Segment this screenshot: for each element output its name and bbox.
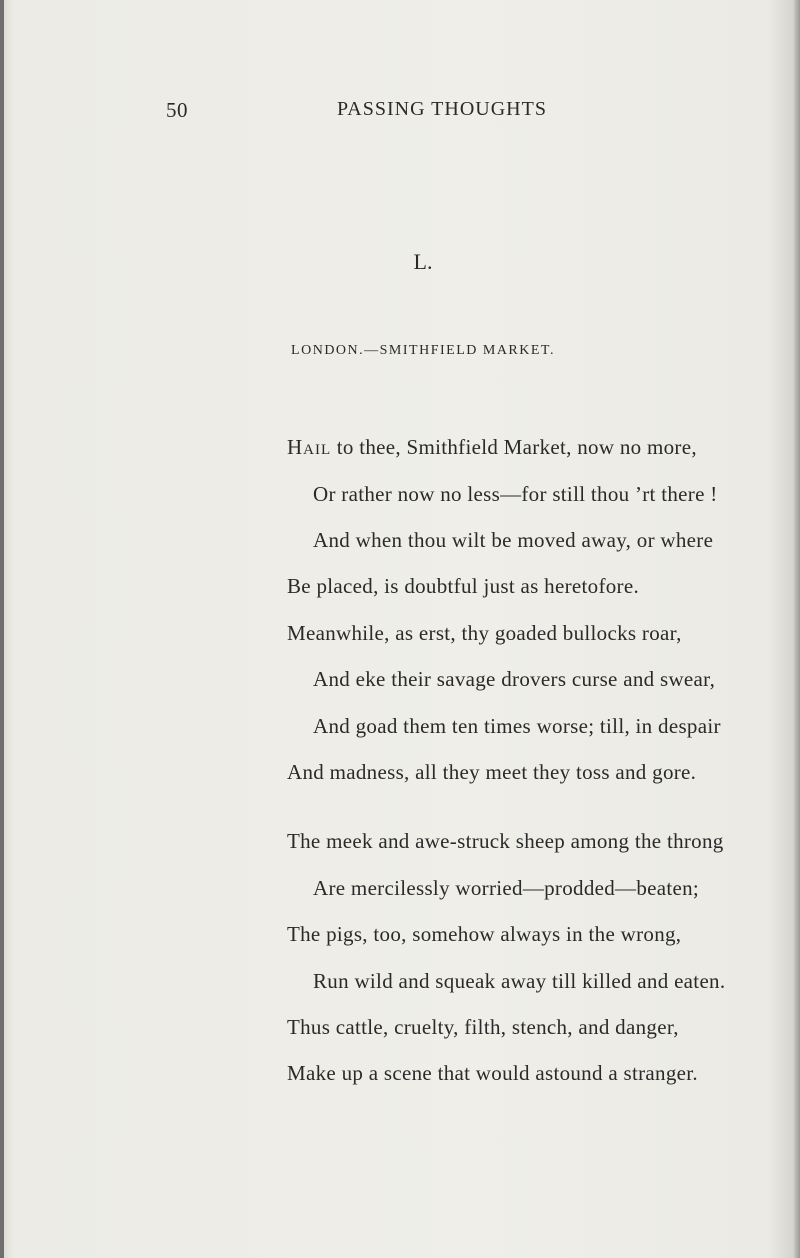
poem-line-13: Thus cattle, cruelty, filth, stench, and danger, (287, 1015, 679, 1039)
poem-line-12: Run wild and squeak away till killed and eaten. (313, 969, 726, 993)
poem-line-7: And goad them ten times worse; till, in despair (313, 714, 721, 738)
poem-title: LONDON.—SMITHFIELD MARKET. (291, 343, 555, 358)
poem-first-word: Hail (287, 435, 332, 459)
poem-line-9: The meek and awe-struck sheep among the throng (287, 829, 724, 853)
poem-line-3: And when thou wilt be moved away, or where (313, 528, 714, 552)
page-right-edge (794, 0, 800, 1258)
poem-line-5: Meanwhile, as erst, thy goaded bullocks roar, (287, 621, 682, 645)
poem-line-14: Make up a scene that would astound a stranger. (287, 1061, 698, 1085)
poem-line-2: Or rather now no less—for still thou ’rt there ! (313, 482, 718, 506)
poem-line-1: Hail to thee, Smithfield Market, now no more, (287, 435, 697, 459)
poem-line-6: And eke their savage drovers curse and swear, (313, 667, 716, 691)
poem-line-8: And madness, all they meet they toss and gore. (287, 760, 697, 784)
poem-line-4: Be placed, is doubtful just as heretofore. (287, 574, 640, 598)
page-spine-edge (0, 0, 4, 1258)
poem-line-10: Are mercilessly worried—prodded—beaten; (313, 876, 700, 900)
section-numeral: L. (413, 249, 433, 274)
running-head: PASSING THOUGHTS (337, 98, 547, 120)
poem-line-11: The pigs, too, somehow always in the wrong, (287, 922, 682, 946)
page-number: 50 (166, 98, 188, 122)
